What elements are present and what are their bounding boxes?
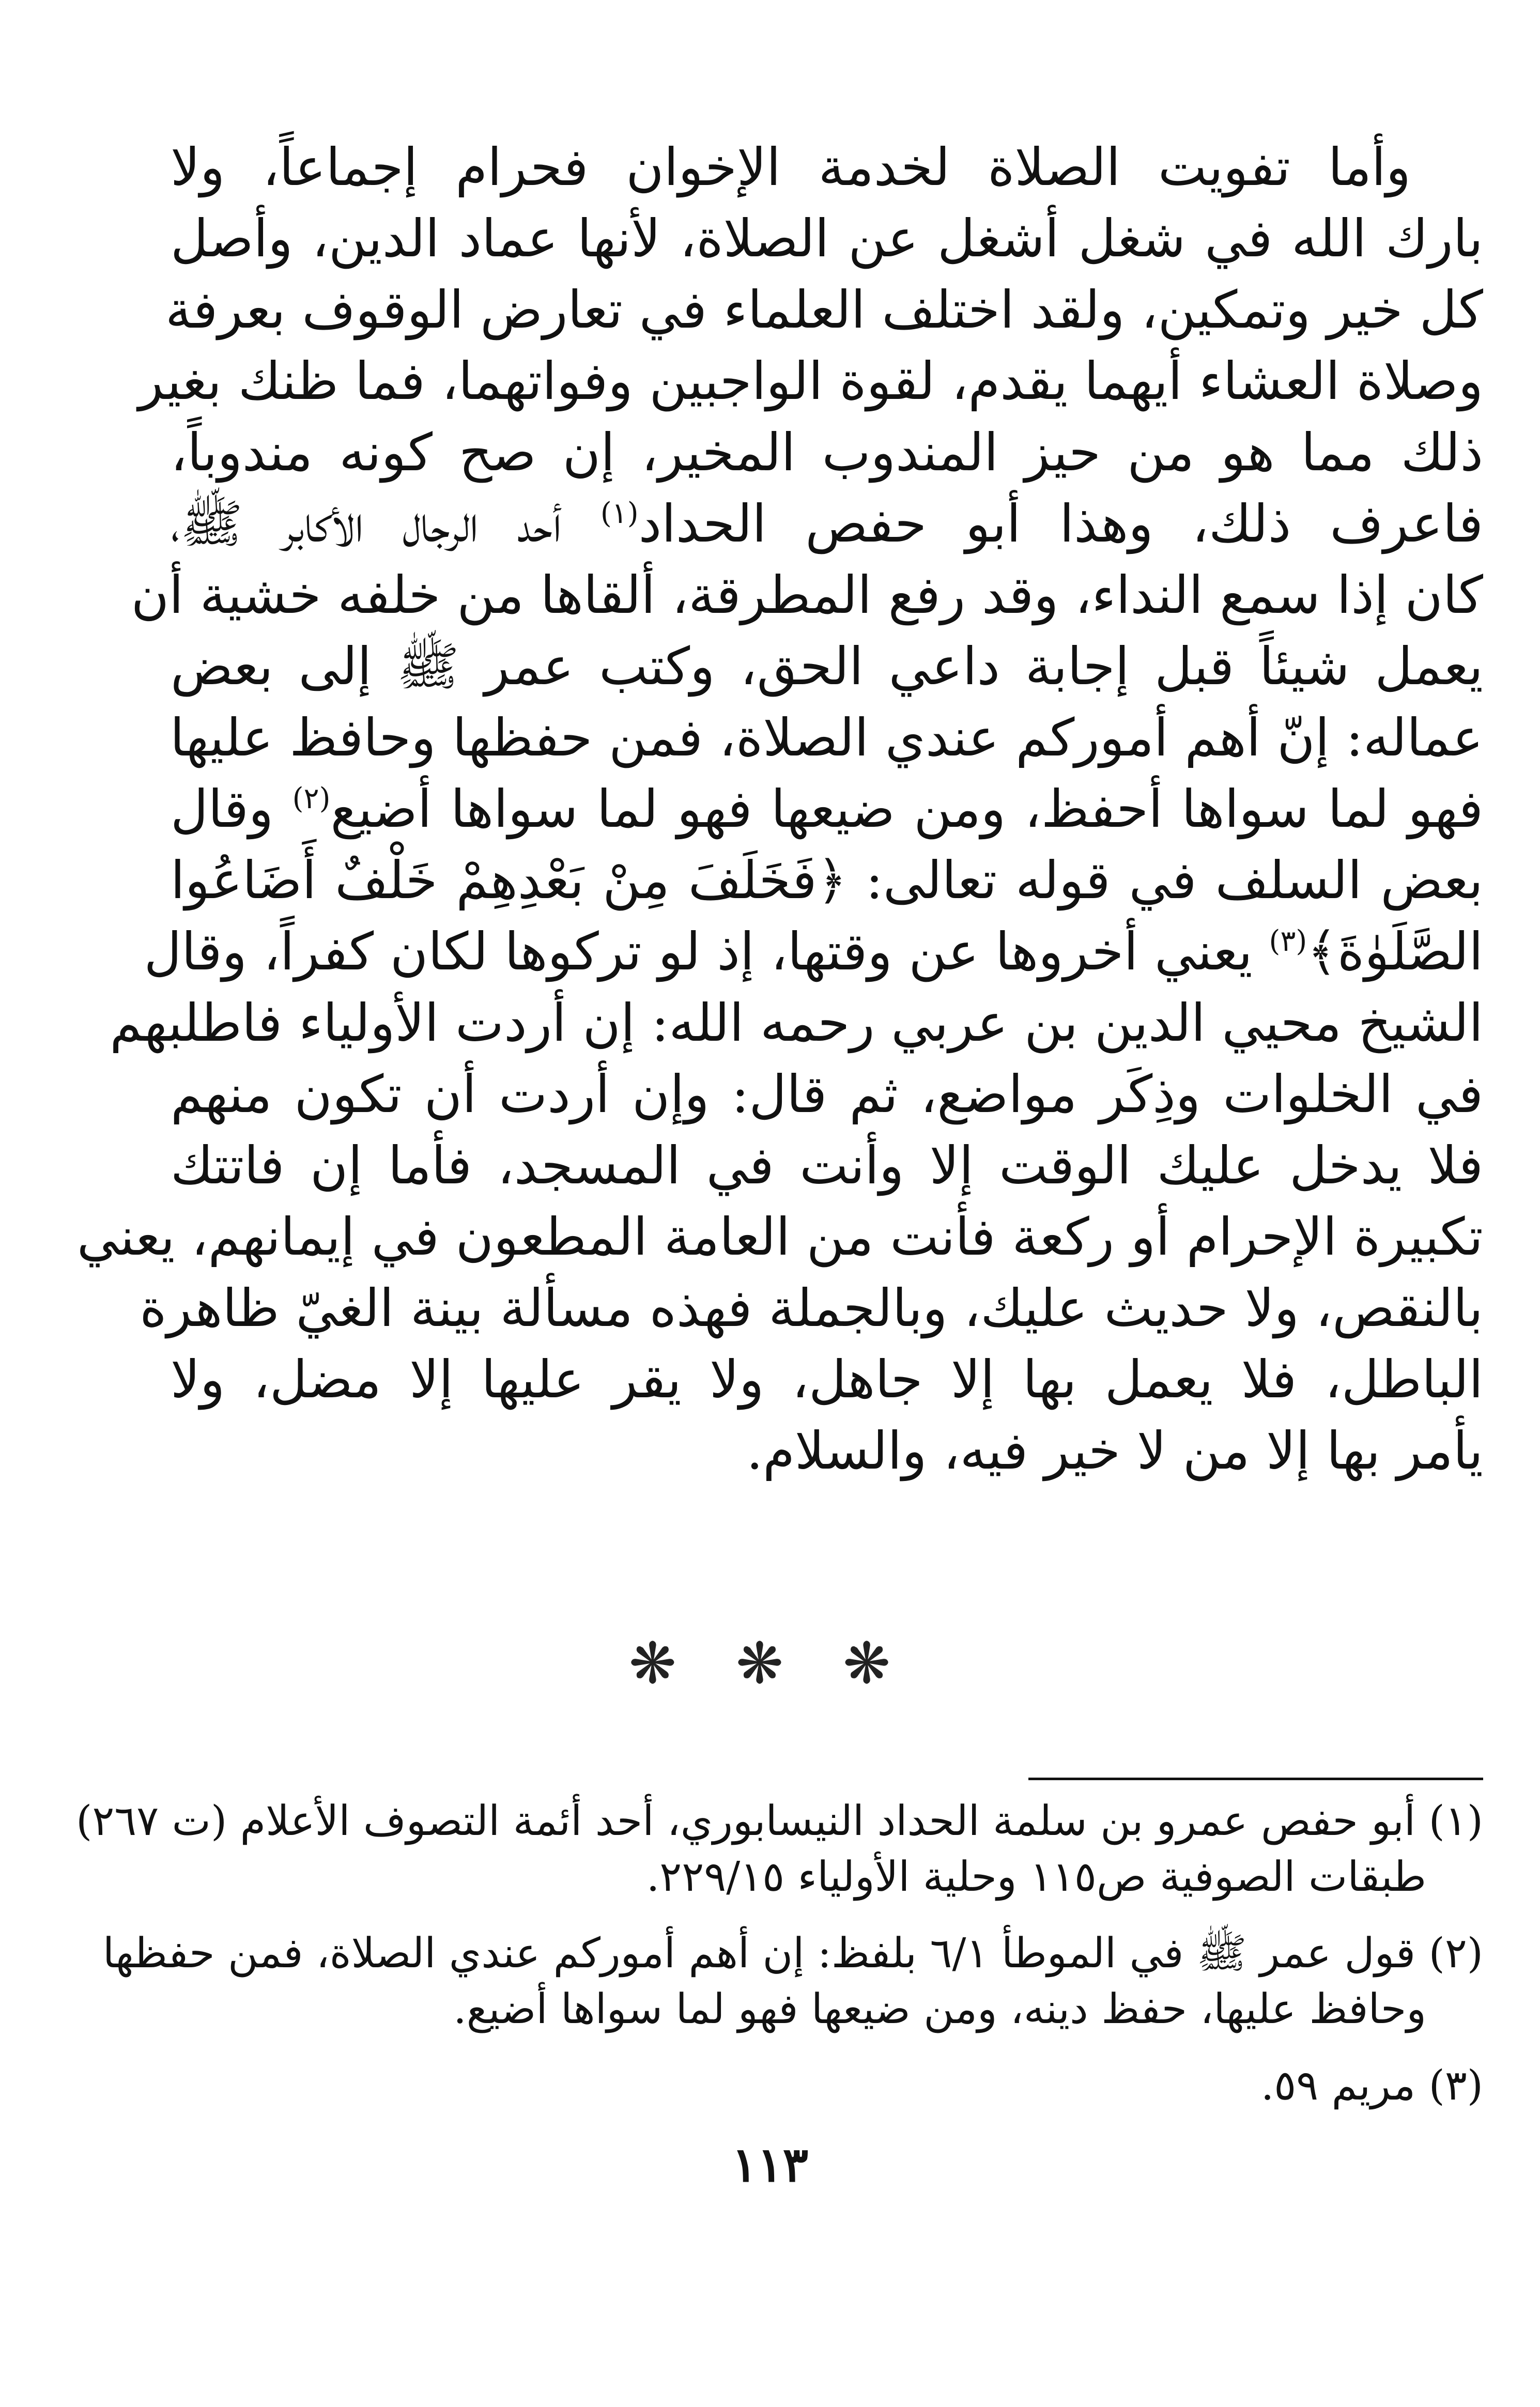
footnote-line: طبقات الصوفية ص١١٥ وحلية الأولياء ٢٢٩/١٥. <box>646 1853 1426 1901</box>
text-line: الباطل، فلا يعمل بها إلا جاهل، ولا يقر عليها إلا مضل، ولا <box>171 1349 1483 1410</box>
text-line: عماله: إنّ أهم أموركم عندي الصلاة، فمن حفظها وحافظ عليها <box>170 707 1483 768</box>
footnote-text: قول عمر ﷺ في الموطأ ٦/١ بلفظ: إن أهم أموركم عندي الصلاة، فمن حفظها <box>102 1929 1416 1977</box>
text-segment: وقال <box>171 779 274 839</box>
footnote-line <box>171 2058 1483 2113</box>
main-text-block <box>76 132 1483 1487</box>
footnote-line <box>102 1925 1483 1981</box>
page-number: ١١٣ <box>731 2137 809 2193</box>
quran-quote-end: الصَّلَوٰةَ﴾ <box>1307 921 1483 982</box>
text-line: بالنقص، ولا حديث عليك، وبالجملة فهذه مسألة بينة الغيّ ظاهرة <box>140 1278 1483 1338</box>
text-segment: فهو لما سواها أحفظ، ومن ضيعها فهو لما سواها أضيع <box>330 779 1483 839</box>
footnote-number: (٣) <box>1428 2061 1483 2109</box>
text-line <box>144 916 1483 988</box>
footnote-line: وحافظ عليها، حفظ دينه، ومن ضيعها فهو لما سواها أضيع. <box>453 1985 1426 2033</box>
footnote-separator <box>1028 1778 1483 1780</box>
text-line <box>171 488 1483 560</box>
text-line: يأمر بها إلا من لا خير فيه، والسلام. <box>746 1421 1483 1481</box>
text-line: كان إذا سمع النداء، وقد رفع المطرقة، ألقاها من خلفه خشية أن <box>131 565 1483 625</box>
footnote-marker-1: (١) <box>600 497 639 530</box>
text-segment: أحد الرجال الأكابر ﷺ، <box>171 493 562 554</box>
text-line: وصلاة العشاء أيهما يقدم، لقوة الواجبين وفواتهما، فما ظنك بغير <box>138 351 1483 411</box>
text-line: في الخلوات وذِكَر مواضع، ثم قال: وإن أردت أن تكون منهم <box>171 1064 1483 1124</box>
text-line: ذلك مما هو من حيز المندوب المخير، إن صح كونه مندوباً، <box>171 422 1483 483</box>
text-line: وأما تفويت الصلاة لخدمة الإخوان فحرام إجماعاً، ولا <box>171 137 1411 197</box>
footnote-number: (١) <box>1428 1797 1483 1845</box>
text-line: يعمل شيئاً قبل إجابة داعي الحق، وكتب عمر ﷺ إلى بعض <box>171 636 1483 697</box>
text-line: تكبيرة الإحرام أو ركعة فأنت من العامة المطعون في إيمانهم، يعني <box>76 1207 1483 1267</box>
text-line: بارك الله في شغل أشغل عن الصلاة، لأنها عماد الدين، وأصل <box>171 208 1483 269</box>
footnote-3 <box>171 2058 1483 2113</box>
text-line <box>171 774 1483 845</box>
text-segment: يعني أخروها عن وقتها، إذ لو تركوها لكان كفراً، وقال <box>144 921 1253 982</box>
footnote-text: مريم ٥٩. <box>1260 2061 1416 2109</box>
footnotes-block <box>76 1793 1483 2134</box>
section-divider-ornament: ❋ ❋ ❋ <box>628 1630 912 1696</box>
text-line: الشيخ محيي الدين بن عربي رحمه الله: إن أردت الأولياء فاطلبهم <box>110 993 1483 1053</box>
footnote-number: (٢) <box>1428 1929 1483 1977</box>
text-line: فلا يدخل عليك الوقت إلا وأنت في المسجد، فأما إن فاتتك <box>171 1135 1483 1196</box>
footnote-marker-3: (٣) <box>1269 924 1307 958</box>
footnote-text: أبو حفص عمرو بن سلمة الحداد النيسابوري، أحد أئمة التصوف الأعلام (ت ٢٦٧) <box>76 1797 1416 1845</box>
text-line: بعض السلف في قوله تعالى: ﴿فَخَلَفَ مِنْ بَعْدِهِمْ خَلْفٌ أَضَاعُوا <box>171 850 1483 911</box>
text-segment: فاعرف ذلك، وهذا أبو حفص الحداد <box>638 493 1483 554</box>
footnote-1 <box>76 1793 1483 1905</box>
footnote-marker-2: (٢) <box>292 782 331 815</box>
footnote-2 <box>102 1925 1483 2037</box>
footnote-line <box>76 1793 1483 1849</box>
text-line: كل خير وتمكين، ولقد اختلف العلماء في تعارض الوقوف بعرفة <box>165 280 1483 340</box>
